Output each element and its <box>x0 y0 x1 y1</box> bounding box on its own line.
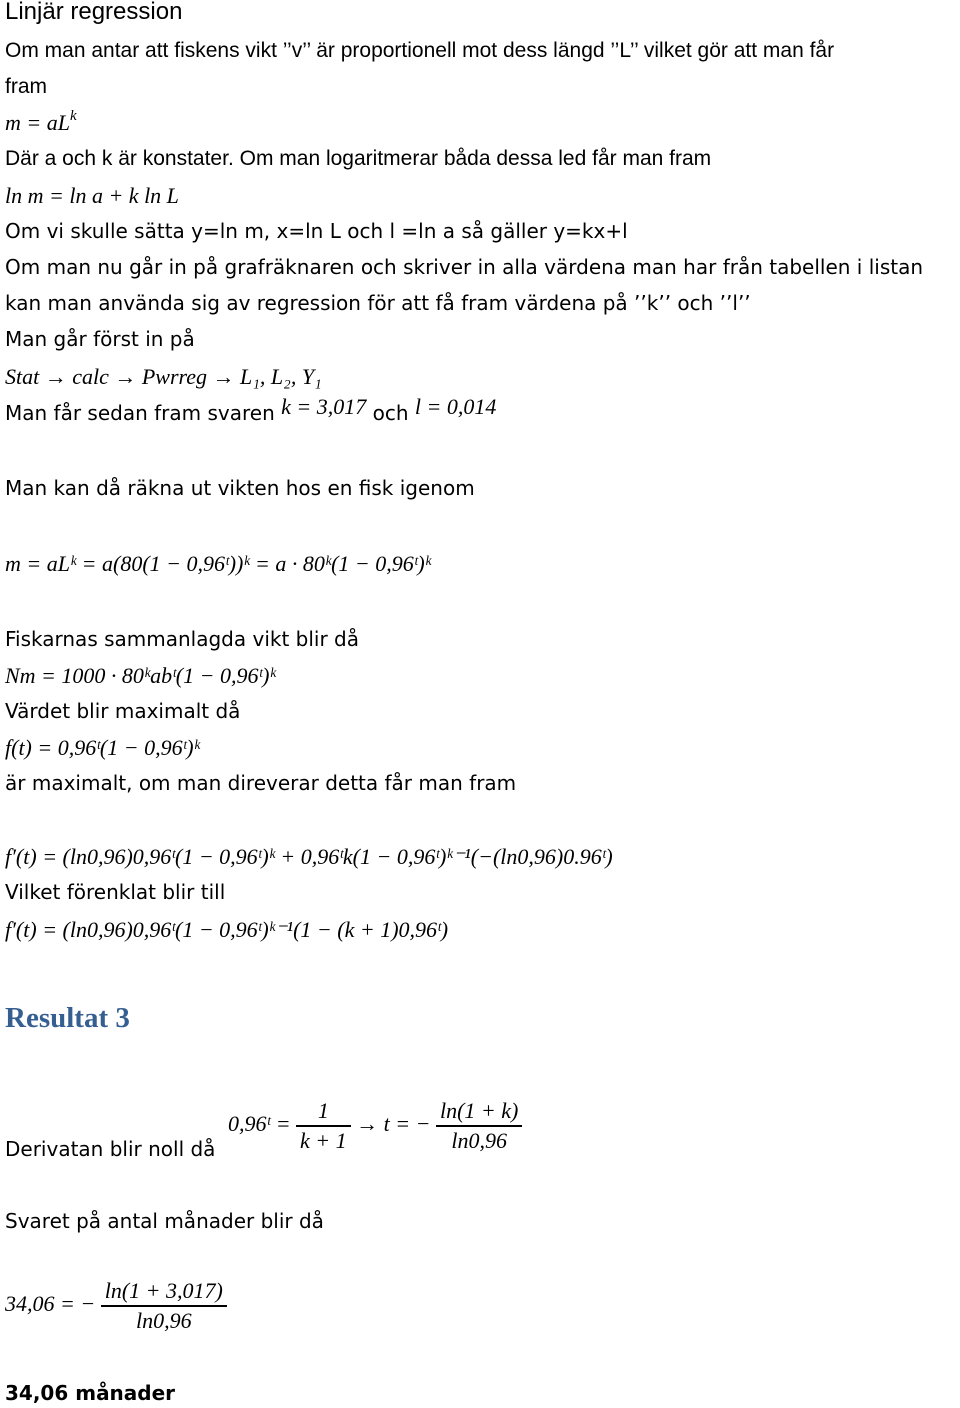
paragraph-regression: kan man använda sig av regression för att få fram värdena på ’’k’’ och ’’l’’ <box>5 291 751 315</box>
page-title: Linjär regression <box>5 0 183 25</box>
paragraph-intro: Om man antar att fiskens vikt ’’v’’ är proportionell mot dess längd ’’L’’ vilket gör att man får <box>5 39 835 62</box>
equation-power-law: $m = aL^k$ <box>5 108 77 135</box>
equation-l-value: l = 0,014 <box>414 394 497 419</box>
paragraph-max-value: Värdet blir maximalt då <box>5 699 241 723</box>
equation-k-value: k = 3,017 <box>281 394 367 419</box>
equation-zero-condition: 0,96ᵗ = $\frac{1}{k + 1}$ → t = − $\frac{\ln(1 + k)}{\ln 0,96}$ <box>228 1100 522 1152</box>
section-heading: Resultat 3 <box>5 1002 130 1034</box>
equation-derivative: f′(t) = (ln0,96)0,96ᵗ(1 − 0,96ᵗ)ᵏ + 0,96ᵗk(1 − 0,96ᵗ)ᵏ⁻¹(−(ln0,96)0.96ᵗ) <box>5 844 613 869</box>
paragraph-intro-cont: fram <box>5 75 47 98</box>
paragraph-simplified: Vilket förenklat blir till <box>5 880 226 904</box>
equation-weight: m = aLᵏ = a(80(1 − 0,96ᵗ))ᵏ = a · 80ᵏ(1 − 0,96ᵗ)ᵏ <box>5 551 431 576</box>
paragraph-substitution: Om vi skulle sätta y=ln m, x=ln L och l =ln a så gäller y=kx+l <box>5 219 628 243</box>
paragraph-total-weight: Fiskarnas sammanlagda vikt blir då <box>5 627 359 651</box>
equation-derivative-simplified: f′(t) = (ln0,96)0,96ᵗ(1 − 0,96ᵗ)ᵏ⁻¹(1 − (k + 1)0,96ᵗ) <box>5 917 449 942</box>
paragraph-weight-intro: Man kan då räkna ut vikten hos en fisk igenom <box>5 476 475 500</box>
fraction-one-over-k: $\frac{1}{k + 1}$ <box>296 1100 351 1152</box>
equation-menu-path: Stat → calc → Pwrreg → L₁, L₂, Y₁ <box>5 364 322 389</box>
equation-total-weight: Nm = 1000 · 80ᵏabᵗ(1 − 0,96ᵗ)ᵏ <box>5 663 276 688</box>
paragraph-constants: Där a och k är konstater. Om man logaritmerar båda dessa led får man fram <box>5 147 712 170</box>
equation-months: 34,06 = − $\frac{\ln(1 + 3,017)}{\ln 0,96}$ <box>5 1280 227 1332</box>
paragraph-derivative-intro: är maximalt, om man direverar detta får man fram <box>5 771 517 795</box>
paragraph-answers: Man får sedan fram svaren k = 3,017 och l = 0,014 <box>5 394 497 425</box>
equation-f-of-t: f(t) = 0,96ᵗ(1 − 0,96ᵗ)ᵏ <box>5 735 200 760</box>
fraction-log-ratio: $\frac{\ln(1 + k)}{\ln 0,96}$ <box>436 1100 522 1152</box>
paragraph-months-intro: Svaret på antal månader blir då <box>5 1209 324 1233</box>
paragraph-menu-intro: Man går först in på <box>5 327 195 351</box>
fraction-months: $\frac{\ln(1 + 3,017)}{\ln 0,96}$ <box>101 1280 227 1332</box>
paragraph-calculator: Om man nu går in på grafräknaren och skriver in alla värdena man har från tabellen i listan <box>5 255 924 279</box>
paragraph-derivative-zero: Derivatan blir noll då <box>5 1137 216 1161</box>
final-answer: 34,06 månader <box>5 1381 176 1405</box>
equation-log: ln m = ln a + k ln L <box>5 183 179 208</box>
